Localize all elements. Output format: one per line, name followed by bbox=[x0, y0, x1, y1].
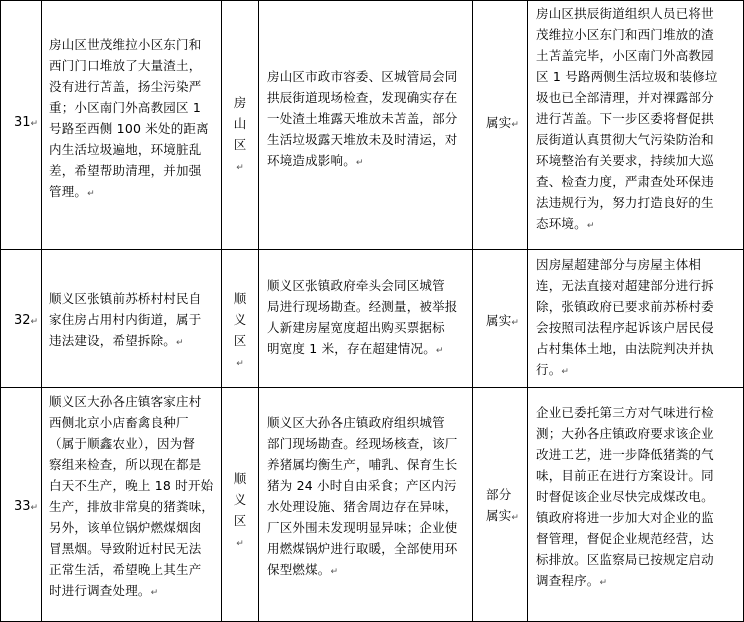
investigation-text: 顺义区大孙各庄镇政府组织城管 部门现场勘查。经现场核查，该厂 养猪属均衡生产，哺乳、保育生长 猪为 24 小时自由采食；产区内污 水处理设施、猪舍周边存在异味， 厂区外围未发现明显异味；企业使 用燃煤锅炉进行取暖，全部使用环 保型燃煤。↵ bbox=[267, 415, 458, 577]
handling-text: 因房屋超建部分与房屋主体相 连，无法直接对超建部分进行拆 除，张镇政府已要求前苏桥村委 会按照司法程序起诉该户居民侵 占村集体土地，由法院判决并执 行。↵ bbox=[536, 257, 714, 377]
row-divider bbox=[0, 249, 744, 250]
complaint-text: 顺义区张镇前苏桥村村民自 家住房占用村内街道，属于 违法建设，希望拆除。↵ bbox=[49, 291, 202, 348]
col-divider bbox=[0, 0, 1, 622]
verdict-text: 属实↵ bbox=[486, 313, 520, 328]
district-label: 顺 义 区↵ bbox=[233, 291, 247, 369]
row-number: 32↵ bbox=[14, 313, 39, 328]
verdict-text: 部分 属实↵ bbox=[486, 487, 520, 523]
col-divider bbox=[41, 0, 42, 622]
investigation-text: 顺义区张镇政府牵头会同区城管 局进行现场勘查。经测量，被举报 人新建房屋宽度超出购买票据标 明宽度 1 米，存在超建情况。↵ bbox=[267, 278, 458, 356]
verdict-text: 属实↵ bbox=[486, 115, 520, 130]
handling-text: 房山区拱辰街道组织人员已将世 茂维拉小区东门和西门堆放的渣 土苫盖完毕，小区南门外高教园 区 1 号路两侧生活垃圾和装修垃 圾也已全部清理，并对裸露部分 进行苫盖。下一步区委将督促拱 辰街道认真贯彻大气污染防治和 环境整治有关要求，持续加大巡 查、检查力度，严肃查处环保违 法违规行为，努力打造良好的生 态环境。↵ bbox=[536, 6, 718, 231]
row-divider bbox=[0, 387, 744, 388]
col-divider bbox=[221, 0, 222, 622]
complaint-text: 顺义区大孙各庄镇客家庄村 西侧北京小店畜禽良种厂 （属于顺鑫农业），因为督 察组来检查，所以现在都是 白天不生产，晚上 18 时开始 生产，排放非常臭的猪粪味， 另外，该单位锅炉燃煤烟囱 冒黑烟。导致附近村民无法 正常生活，希望晚上其生产 时进行调查处理。↵ bbox=[49, 394, 215, 598]
complaint-text: 房山区世茂维拉小区东门和 西门门口堆放了大量渣土， 没有进行苫盖，扬尘污染严 重；小区南门外高教园区 1 号路至西侧 100 米处的距离 内生活垃圾遍地，环境脏乱 差，希望帮助清理，并加强 管理。↵ bbox=[49, 37, 209, 199]
investigation-text: 房山区市政市容委、区城管局会同 拱辰街道现场检查，发现确实存在 一处渣土堆露天堆放未苫盖，部分 生活垃圾露天堆放未及时清运，对 环境造成影响。↵ bbox=[267, 69, 458, 168]
district-label: 房 山 区↵ bbox=[233, 95, 247, 173]
district-label: 顺 义 区↵ bbox=[233, 471, 247, 549]
col-divider bbox=[472, 0, 473, 622]
col-divider bbox=[527, 0, 528, 622]
row-number: 31↵ bbox=[14, 115, 39, 130]
row-number: 33↵ bbox=[14, 499, 39, 514]
row-divider bbox=[0, 0, 744, 1]
col-divider bbox=[258, 0, 259, 622]
handling-text: 企业已委托第三方对气味进行检 测；大孙各庄镇政府要求该企业 改进工艺，进一步降低猪粪的气 味，目前正在进行方案设计。同 时督促该企业尽快完成煤改电。 镇政府将进一步加大对企业的监 督管理，督促企业规范经营，达 标排放。区监察局已按规定启动 调查程序。↵ bbox=[536, 405, 714, 588]
